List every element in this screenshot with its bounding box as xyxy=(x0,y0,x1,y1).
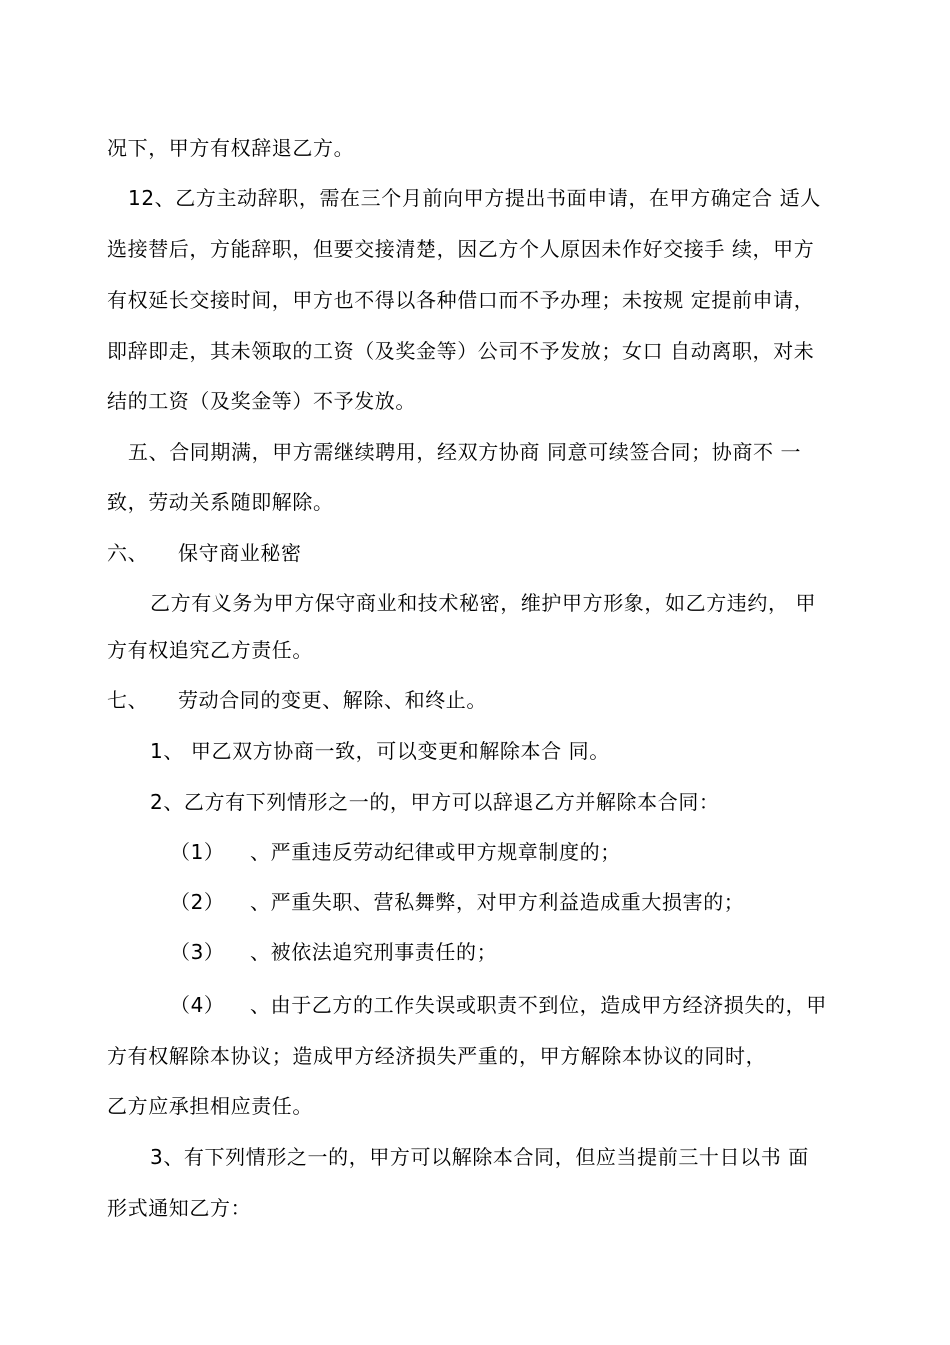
item-4-number: （4） xyxy=(170,993,225,1017)
section-7-heading: 劳动合同的变更、解除、和终止。 xyxy=(178,688,487,712)
clause-12-line: 12、乙方主动辞职，需在三个月前向甲方提出书面申请，在甲方确定合 适人 xyxy=(128,186,821,210)
text-line: 形式通知乙方： xyxy=(107,1196,252,1220)
text-line: 选接替后，方能辞职，但要交接清楚，因乙方个人原因未作好交接手 续，甲方 xyxy=(107,237,815,261)
text-line: 况下，甲方有权辞退乙方。 xyxy=(107,136,355,160)
clause-3-line: 3、有下列情形之一的，甲方可以解除本合同，但应当提前三十日以书 面 xyxy=(150,1145,809,1169)
text-line: 有权延长交接时间，甲方也不得以各种借口而不予办理；未按规 定提前申请， xyxy=(107,288,815,312)
section-5-line: 五、合同期满，甲方需继续聘用，经双方协商 同意可续签合同；协商不 一 xyxy=(128,440,802,464)
item-1-number: （1） xyxy=(170,840,225,864)
item-2-text: 、严重失职、营私舞弊，对甲方利益造成重大损害的； xyxy=(250,890,745,914)
item-2-number: （2） xyxy=(170,890,225,914)
clause-1-line: 1、 甲乙双方协商一致，可以变更和解除本合 同。 xyxy=(150,739,610,763)
text-line: 致，劳动关系随即解除。 xyxy=(107,490,334,514)
text-line: 乙方应承担相应责任。 xyxy=(107,1094,313,1118)
text-line: 结的工资（及奖金等）不予发放。 xyxy=(107,389,416,413)
section-6-number: 六、 xyxy=(107,541,149,565)
section-7-number: 七、 xyxy=(107,688,149,712)
item-4-text: 、由于乙方的工作失误或职责不到位，造成甲方经济损失的，甲 xyxy=(250,993,827,1017)
clause-2-line: 2、乙方有下列情形之一的，甲方可以辞退乙方并解除本合同： xyxy=(150,790,720,814)
text-line: 方有权解除本协议；造成甲方经济损失严重的，甲方解除本协议的同时， xyxy=(107,1044,767,1068)
text-line: 乙方有义务为甲方保守商业和技术秘密，维护甲方形象，如乙方违约， 甲 xyxy=(150,591,817,615)
item-3-number: （3） xyxy=(170,940,225,964)
item-3-text: 、被依法追究刑事责任的； xyxy=(250,940,498,964)
text-line: 即辞即走，其未领取的工资（及奖金等）公司不予发放；女口 自动离职，对未 xyxy=(107,339,815,363)
section-6-heading: 保守商业秘密 xyxy=(178,541,302,565)
item-1-text: 、严重违反劳动纪律或甲方规章制度的； xyxy=(250,840,621,864)
text-line: 方有权追究乙方责任。 xyxy=(107,638,313,662)
